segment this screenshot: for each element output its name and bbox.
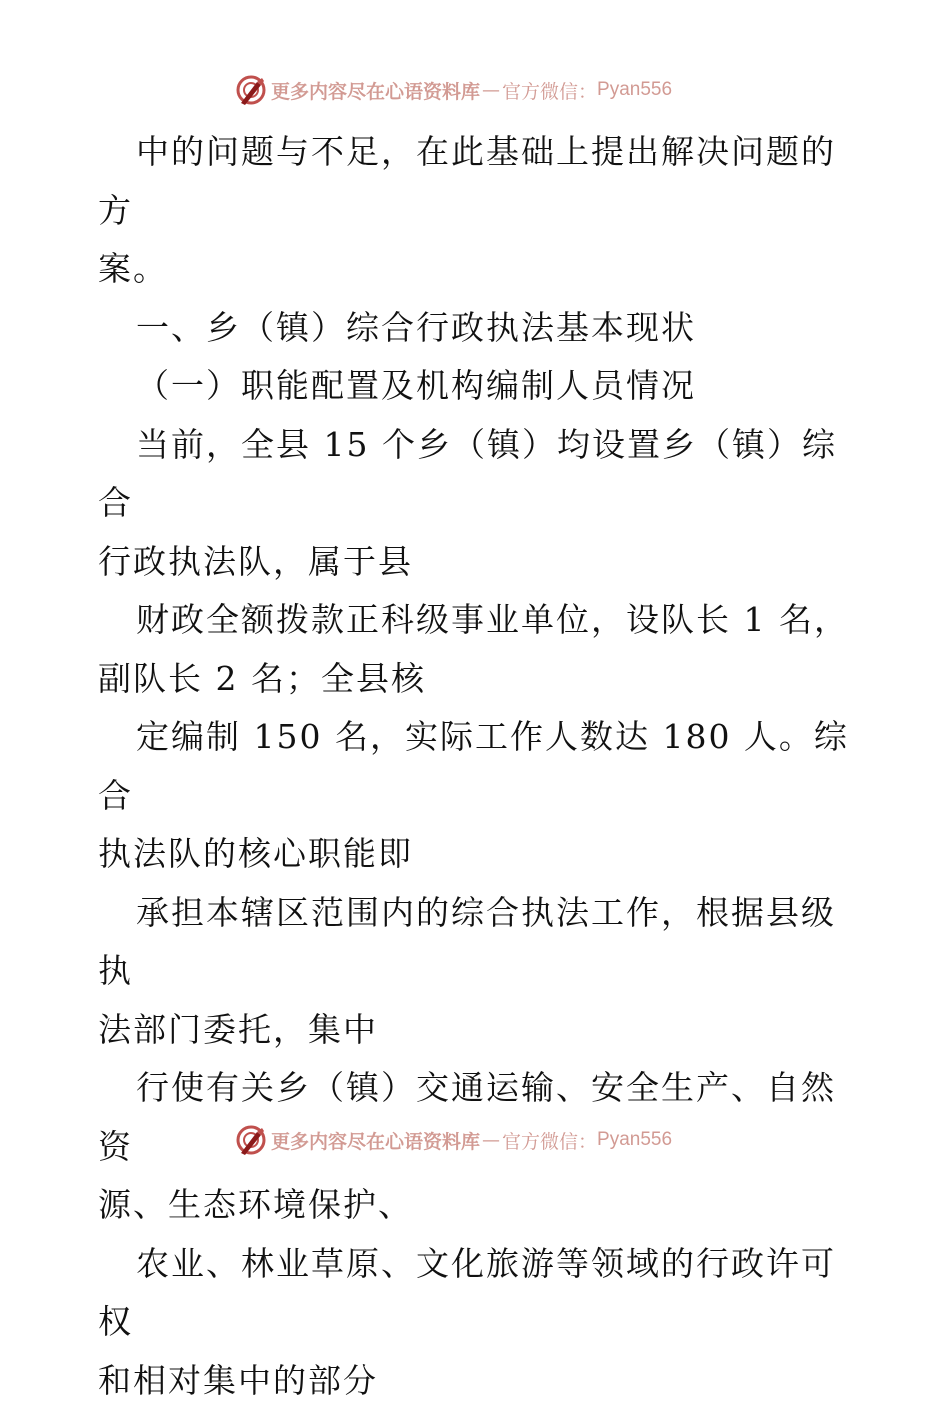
footer-watermark bbox=[235, 1123, 672, 1157]
text-line: 副队长 2 名；全县核 bbox=[98, 650, 858, 709]
text-line: 中的问题与不足，在此基础上提出解决问题的方 bbox=[98, 123, 858, 240]
watermark-wechat-label: 官方微信： bbox=[502, 77, 597, 104]
document-body bbox=[98, 123, 858, 1410]
text-line: （一）职能配置及机构编制人员情况 bbox=[98, 357, 858, 416]
watermark-site-text: 更多内容尽在心语资料库 bbox=[271, 77, 480, 104]
text-line: 农业、林业草原、文化旅游等领域的行政许可权 bbox=[98, 1235, 858, 1352]
watermark-separator: — bbox=[482, 80, 500, 101]
text-line: 定编制 150 名，实际工作人数达 180 人。综合 bbox=[98, 708, 858, 825]
text-line: 法部门委托，集中 bbox=[98, 1001, 858, 1060]
text-line: 源、生态环境保护、 bbox=[98, 1176, 858, 1235]
text-line: 当前，全县 15 个乡（镇）均设置乡（镇）综合 bbox=[98, 416, 858, 533]
text-line: 承担本辖区范围内的综合执法工作，根据县级执 bbox=[98, 884, 858, 1001]
text-line: 案。 bbox=[98, 240, 858, 299]
watermark-site-text: 更多内容尽在心语资料库 bbox=[271, 1127, 480, 1154]
header-watermark bbox=[235, 73, 672, 107]
text-line: 行政执法队，属于县 bbox=[98, 533, 858, 592]
watermark-separator: — bbox=[482, 1130, 500, 1151]
text-line: 和相对集中的部分 bbox=[98, 1352, 858, 1410]
text-line: 执法队的核心职能即 bbox=[98, 825, 858, 884]
text-line: 行使有关乡（镇）交通运输、安全生产、自然资 bbox=[98, 1059, 858, 1176]
watermark-wechat-id: Pyan556 bbox=[597, 1129, 672, 1151]
watermark-wechat-label: 官方微信： bbox=[502, 1127, 597, 1154]
pen-logo-icon bbox=[235, 1124, 267, 1156]
text-line: 财政全额拨款正科级事业单位，设队长 1 名， bbox=[98, 591, 858, 650]
watermark-wechat-id: Pyan556 bbox=[597, 79, 672, 101]
text-line: 一、乡（镇）综合行政执法基本现状 bbox=[98, 299, 858, 358]
pen-logo-icon bbox=[235, 74, 267, 106]
